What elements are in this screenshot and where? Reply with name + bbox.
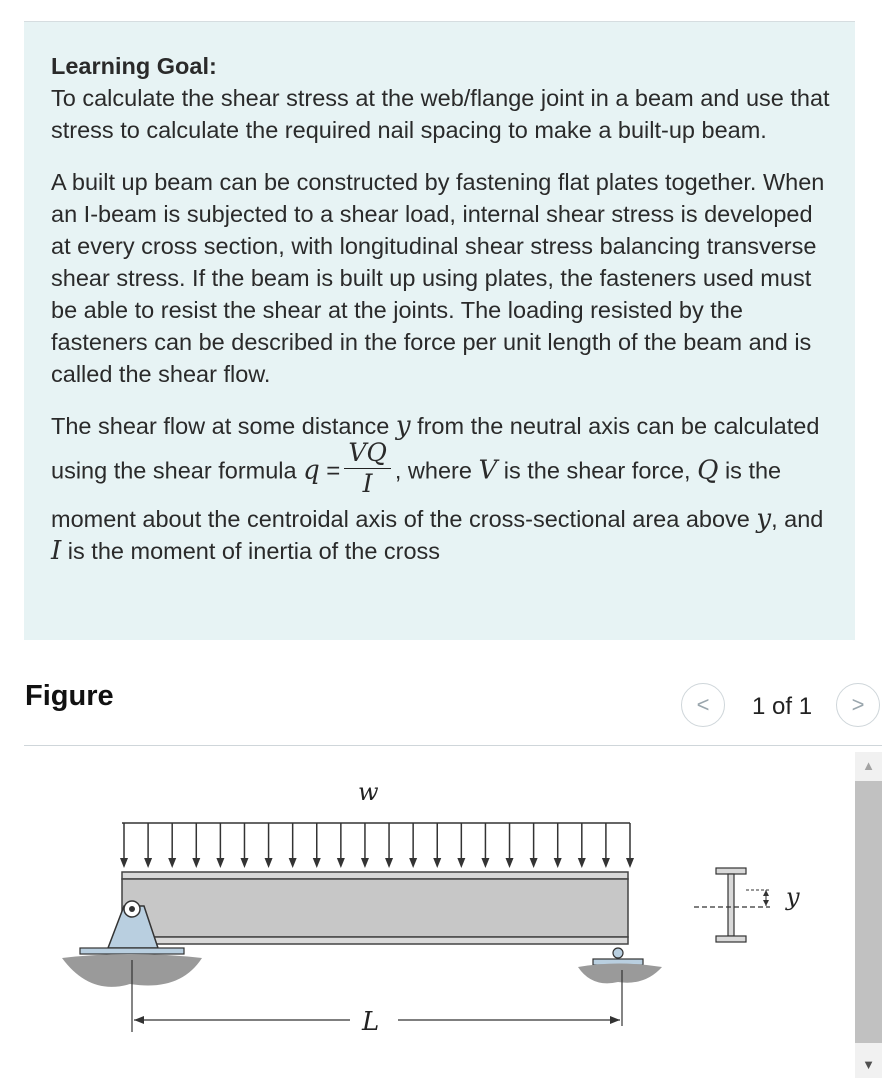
load-arrow-head xyxy=(433,858,441,868)
symbol-y: y xyxy=(395,411,411,441)
figure-pager: 1 of 1 xyxy=(752,693,813,720)
beam-figure xyxy=(40,760,840,1060)
load-arrow-head xyxy=(409,858,417,868)
text-fragment: is the shear force, xyxy=(497,457,698,484)
built-up-beam-paragraph: A built up beam can be constructed by fastening flat plates together. When an I-beam is subjected to a shear load, internal shear stress is developed at every cross section, with longitudinal shear stress balancing transverse shear stress. If the beam is built up using plates, the fasteners used must be able to resist the shear at the joints. The loading resisted by the fasteners can be described in the force per unit length of the beam and is called the shear flow. xyxy=(51,169,825,387)
ground-right xyxy=(578,964,662,984)
length-label: L xyxy=(362,1007,380,1037)
axis-label-y: y xyxy=(786,883,800,911)
learning-goal-title: Learning Goal: xyxy=(51,53,217,79)
symbol-q: q xyxy=(303,455,320,486)
load-arrow-head xyxy=(578,858,586,868)
text-fragment: , where xyxy=(394,457,479,484)
fraction-denominator: I xyxy=(362,469,373,498)
load-arrow-head xyxy=(385,858,393,868)
load-arrow-head xyxy=(265,858,273,868)
symbol-V: V xyxy=(478,455,498,486)
load-arrow-head xyxy=(506,858,514,868)
beam-bottom-flange xyxy=(122,937,628,944)
pin-base-plate xyxy=(80,948,184,954)
learning-goal-intro xyxy=(51,50,836,146)
beam-web xyxy=(122,879,628,937)
load-arrow-head xyxy=(240,858,248,868)
scroll-down-icon[interactable]: ▼ xyxy=(862,1057,875,1072)
scroll-up-icon[interactable]: ▲ xyxy=(862,758,875,773)
load-arrows xyxy=(120,823,634,868)
load-arrow-head xyxy=(457,858,465,868)
load-label: w xyxy=(358,778,379,806)
load-arrow-head xyxy=(554,858,562,868)
dimension-arrow-right xyxy=(610,1016,620,1024)
learning-goal-panel xyxy=(24,22,855,640)
load-arrow-head xyxy=(144,858,152,868)
symbol-Q: Q xyxy=(697,455,719,486)
figure-divider xyxy=(24,745,882,746)
i-beam-cross-section xyxy=(694,868,770,942)
load-arrow-head xyxy=(289,858,297,868)
figure-scrollbar[interactable] xyxy=(855,752,882,1078)
figure-title: Figure xyxy=(25,680,114,712)
load-arrow-head xyxy=(337,858,345,868)
load-arrow-head xyxy=(120,858,128,868)
load-arrow-head xyxy=(192,858,200,868)
load-arrow-head xyxy=(481,858,489,868)
load-arrow-head xyxy=(168,858,176,868)
load-arrow-head xyxy=(361,858,369,868)
load-arrow-head xyxy=(602,858,610,868)
chevron-left-icon: < xyxy=(696,692,710,717)
load-arrow-head xyxy=(216,858,224,868)
dimension-arrow-left xyxy=(134,1016,144,1024)
shear-flow-paragraph xyxy=(51,410,836,567)
fraction-numerator: VQ xyxy=(344,438,391,469)
shear-formula-fraction xyxy=(344,438,391,499)
beam-top-flange xyxy=(122,872,628,879)
symbol-I: I xyxy=(51,536,62,566)
learning-goal-content xyxy=(51,50,836,587)
load-arrow-head xyxy=(313,858,321,868)
previous-figure-button[interactable] xyxy=(681,683,725,727)
symbol-y: y xyxy=(756,504,772,534)
scrollbar-thumb[interactable] xyxy=(855,781,882,1043)
load-arrow-head xyxy=(626,858,634,868)
pin-center xyxy=(129,906,135,912)
text-fragment: The shear flow at some distance xyxy=(51,413,396,439)
next-figure-button[interactable] xyxy=(836,683,880,727)
text-fragment: from the neutral axis can be calculated using the shear formula xyxy=(51,413,820,484)
roller-icon xyxy=(613,948,623,958)
load-arrow-head xyxy=(530,858,538,868)
text-fragment: , and xyxy=(771,506,824,532)
text-fragment: is the moment about the centroidal axis of the cross-sectional area above xyxy=(51,457,782,532)
learning-goal-text: To calculate the shear stress at the web/flange joint in a beam and use that stress to calculate the required nail spacing to make a built-up beam. xyxy=(51,85,830,143)
equals-sign: = xyxy=(326,457,341,485)
text-fragment: is the moment of inertia of the cross xyxy=(61,538,441,564)
chevron-right-icon: > xyxy=(851,692,865,717)
